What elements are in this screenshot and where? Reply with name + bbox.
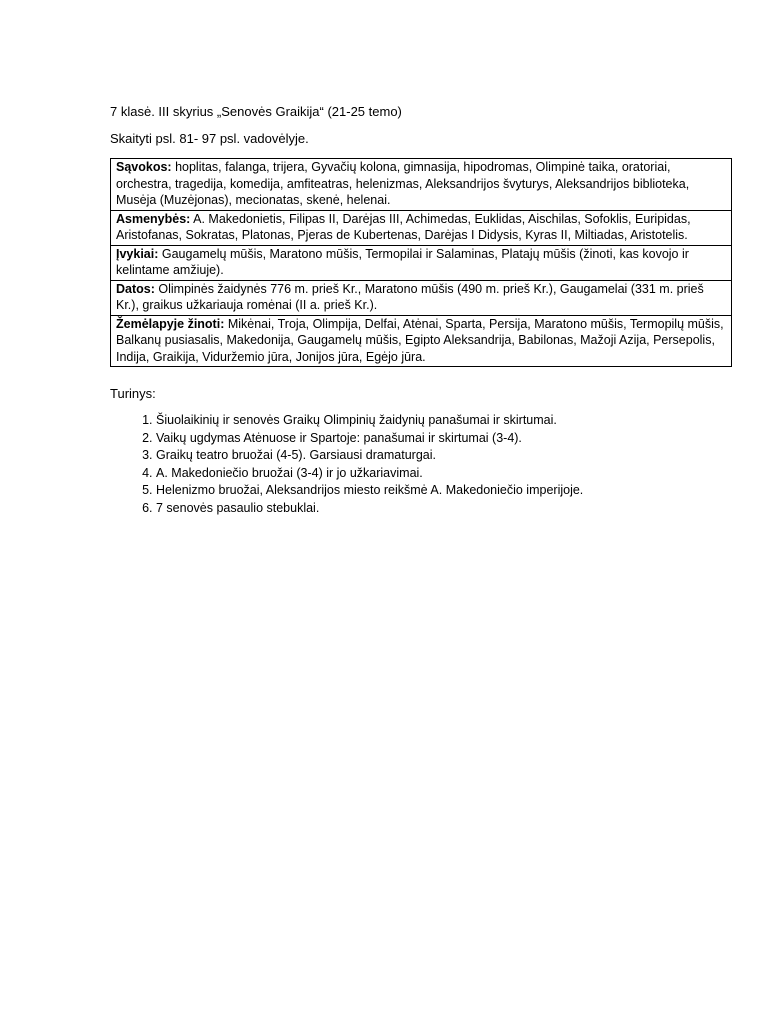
term-label: Asmenybės: <box>116 211 191 226</box>
list-item: 3. Graikų teatro bruožai (4-5). Garsiausi dramaturgai. <box>156 447 716 465</box>
term-text: Gaugamelų mūšis, Maratono mūšis, Termopilai ir Salaminas, Platajų mūšis (žinoti, kas kovojo ir kelintame amžiuje). <box>116 246 689 277</box>
list-item: 5. Helenizmo bruožai, Aleksandrijos miesto reikšmė A. Makedoniečio imperijoje. <box>156 482 716 500</box>
terms-cell <box>111 245 732 280</box>
term-label: Žemėlapyje žinoti: <box>116 316 225 331</box>
terms-cell <box>111 280 732 315</box>
terms-table <box>110 158 732 367</box>
term-label: Datos: <box>116 281 155 296</box>
term-text: hoplitas, falanga, trijera, Gyvačių kolona, gimnasija, hipodromas, Olimpinė taika, oratoriai, orchestra, tragedija, komedija, amfiteatras, helenizmas, Aleksandrijos švyturys, Aleksandrijos biblioteka, Musėja (Muzėjonas), mecionatas, skenė, helenai. <box>116 160 690 207</box>
list-item: 2. Vaikų ugdymas Atėnuose ir Spartoje: panašumai ir skirtumai (3-4). <box>156 430 716 448</box>
terms-cell <box>111 315 732 367</box>
terms-cell <box>111 210 732 245</box>
terms-row-persons <box>111 210 732 245</box>
list-item: 1. Šiuolaikinių ir senovės Graikų Olimpinių žaidynių panašumai ir skirtumai. <box>156 412 716 430</box>
list-item: 4. A. Makedoniečio bruožai (3-4) ir jo užkariavimai. <box>156 465 716 483</box>
term-label: Įvykiai: <box>116 246 159 261</box>
document-heading: 7 klasė. III skyrius „Senovės Graikija“ (21-25 temo) <box>110 104 402 119</box>
terms-row-map <box>111 315 732 367</box>
topics-list <box>110 412 716 518</box>
terms-row-events <box>111 245 732 280</box>
terms-cell <box>111 159 732 211</box>
term-text: Olimpinės žaidynės 776 m. prieš Kr., Maratono mūšis (490 m. prieš Kr.), Gaugamelai (331 m. prieš Kr.), graikus užkariauja romėnai (II a. prieš Kr.). <box>116 281 704 312</box>
terms-row-dates <box>111 280 732 315</box>
reading-assignment: Skaityti psl. 81- 97 psl. vadovėlyje. <box>110 131 309 146</box>
term-label: Sąvokos: <box>116 160 172 174</box>
term-text: Mikėnai, Troja, Olimpija, Delfai, Atėnai, Sparta, Persija, Maratono mūšis, Termopilų mūšis, Balkanų pusiasalis, Makedonija, Gaugamelų mūšis, Egipto Aleksandrija, Babilonas, Mažoji Azija, Persepolis, Indija, Graikija, Viduržemio jūra, Jonijos jūra, Egėjo jūra. <box>116 316 724 364</box>
list-item: 6. 7 senovės pasaulio stebuklai. <box>156 500 716 518</box>
term-text: A. Makedonietis, Filipas II, Darėjas III, Achimedas, Euklidas, Aischilas, Sofoklis, Euripidas, Aristofanas, Sokratas, Platonas, Pjeras de Kubertenas, Darėjas I Didysis, Kyras II, Miltiadas, Aristotelis. <box>116 211 691 242</box>
terms-row-concepts <box>111 159 732 211</box>
content-title: Turinys: <box>110 386 156 401</box>
